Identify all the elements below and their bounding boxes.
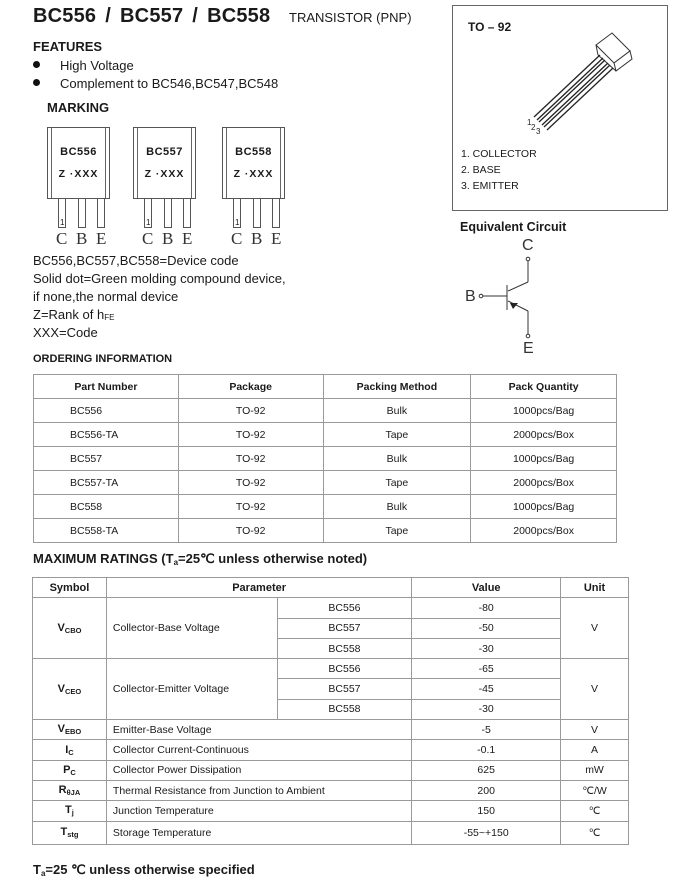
pin-label-c: C [56,229,68,248]
note-subscript: FE [104,313,115,322]
symbol-subscript: stg [67,830,79,840]
pin-number: 1 [235,218,240,227]
unit-cell: V [561,720,629,740]
bullet-icon [33,61,40,68]
heading-text: T [33,862,41,877]
symbol-cell [33,659,107,720]
marking-device-code: BC558 [235,146,272,158]
heading-subscript: a [173,558,179,567]
unit-cell: ℃ [561,801,629,821]
emitter-label: E [523,340,534,357]
note-text: Z=Rank of h [33,307,105,322]
symbol-subscript: CEO [64,686,82,696]
pin-description: 1. COLLECTOR [461,148,537,160]
page-title [33,5,270,28]
column-header: Part Number [34,375,179,399]
symbol-subscript: C [68,747,74,757]
table-row [34,399,617,423]
packing-method-cell: Tape [323,519,471,543]
value-cell: 625 [412,760,561,780]
pin-number: 2 [531,123,536,132]
symbol: T [60,826,68,839]
heading-text: =25 ℃ unless otherwise specified [45,862,255,877]
package-cell: TO-92 [178,471,323,495]
column-header: Pack Quantity [471,375,617,399]
package-marking [222,127,285,199]
marking-note: if none,the normal device [33,289,179,304]
separator: / [192,5,199,27]
pack-quantity-cell: 1000pcs/Bag [471,399,617,423]
table-row [33,740,629,760]
feature-text: High Voltage [60,58,134,73]
pin-number: 1 [527,118,532,127]
table-header-row [34,375,617,399]
symbol-cell [33,780,107,800]
package-title: TO – 92 [468,20,512,34]
symbol: I [65,743,69,756]
device-cell: BC558 [277,638,412,658]
symbol: V [57,682,65,695]
device-cell: BC556 [277,659,412,679]
packing-method-cell: Tape [323,423,471,447]
device-cell: BC558 [277,699,412,719]
parameter-cell: Collector Power Dissipation [106,760,411,780]
pin-label-b: B [76,229,88,248]
pin-leg [164,199,172,228]
part-number-cell: BC556 [34,399,179,423]
marking-note: BC556,BC557,BC558=Device code [33,253,239,268]
parameter-cell: Collector Current-Continuous [106,740,411,760]
symbol: P [63,763,71,776]
value-cell: -5 [412,720,561,740]
table-row [34,471,617,495]
pin-number: 1 [60,218,65,227]
value-cell: -30 [412,699,561,719]
marking-note: Solid dot=Green molding compound device, [33,271,286,286]
pin-leg [233,199,241,228]
symbol-cell [33,760,107,780]
symbol: V [57,723,65,736]
package-cell: TO-92 [178,447,323,471]
collector-label: C [522,237,534,254]
symbol-subscript: EBO [64,727,82,737]
unit-cell: V [561,659,629,720]
heading-text: MAXIMUM RATINGS (T [33,551,174,566]
pack-quantity-cell: 1000pcs/Bag [471,447,617,471]
device-cell: BC557 [277,618,412,638]
marking-note: XXX=Code [33,325,98,340]
symbol: R [58,784,67,797]
pin-leg [78,199,86,228]
pin-label-c: C [142,229,154,248]
value-cell: -0.1 [412,740,561,760]
part-number-cell: BC558-TA [34,519,179,543]
table-row [33,760,629,780]
parameter-cell: Storage Temperature [106,821,411,844]
package-cell: TO-92 [178,423,323,447]
value-cell: -45 [412,679,561,699]
table-row [33,659,629,679]
device-cell: BC557 [277,679,412,699]
package-marking [133,127,196,199]
symbol-subscript: θJA [66,788,81,798]
packing-method-cell: Bulk [323,399,471,423]
table-row [33,598,629,618]
pack-quantity-cell: 2000pcs/Box [471,519,617,543]
table-row [34,447,617,471]
unit-cell: V [561,598,629,659]
unit-cell: ℃/W [561,780,629,800]
packing-method-cell: Bulk [323,447,471,471]
parameter-cell: Thermal Resistance from Junction to Ambient [106,780,411,800]
marking-rank-code: Z ·XXX [58,168,99,180]
table-row [33,720,629,740]
electrical-characteristics-heading [33,862,255,878]
symbol: T [65,804,72,817]
pin-leg [58,199,66,228]
part-name: BC558 [207,5,271,27]
part-number-cell: BC557 [34,447,179,471]
pin-leg [97,199,105,228]
marking-note [33,307,114,322]
pin-label-c: C [231,229,243,248]
column-header: Package [178,375,323,399]
value-cell: 200 [412,780,561,800]
parameter-cell: Emitter-Base Voltage [106,720,411,740]
pack-quantity-cell: 2000pcs/Box [471,423,617,447]
marking-rank-code: Z ·XXX [233,168,274,180]
unit-cell: A [561,740,629,760]
table-row [34,495,617,519]
table-row [34,423,617,447]
pin-label-e: E [182,229,193,248]
package-cell: TO-92 [178,495,323,519]
bullet-icon [33,79,40,86]
part-number-cell: BC556-TA [34,423,179,447]
pin-leg [183,199,191,228]
column-header: Parameter [106,578,411,598]
packing-method-cell: Bulk [323,495,471,519]
value-cell: -30 [412,638,561,658]
pnp-transistor-symbol-icon [470,250,550,345]
column-header: Symbol [33,578,107,598]
marking-heading: MARKING [47,100,110,115]
to92-package-icon [520,25,640,140]
parameter-cell: Collector-Emitter Voltage [106,659,277,720]
part-number-cell: BC558 [34,495,179,519]
table-row [33,801,629,821]
table-row [34,519,617,543]
symbol-cell [33,598,107,659]
max-ratings-table [32,577,629,845]
value-cell: -50 [412,618,561,638]
parameter-cell: Collector-Base Voltage [106,598,277,659]
marking-rank-code: Z ·XXX [144,168,185,180]
value-cell: 150 [412,801,561,821]
pin-description: 2. BASE [461,164,501,176]
ordering-heading: ORDERING INFORMATION [33,353,173,365]
parameter-cell: Junction Temperature [106,801,411,821]
symbol-subscript: j [71,808,74,818]
heading-subscript: a [40,869,46,878]
unit-cell: ℃ [561,821,629,844]
device-cell: BC556 [277,598,412,618]
packing-method-cell: Tape [323,471,471,495]
pin-number: 1 [146,218,151,227]
package-marking [47,127,110,199]
value-cell: -80 [412,598,561,618]
pin-label-e: E [271,229,282,248]
pin-leg [253,199,261,228]
part-name: BC556 [33,5,97,27]
ordering-table [33,374,617,543]
table-row [33,821,629,844]
page-subtitle: TRANSISTOR (PNP) [289,10,412,25]
column-header: Value [412,578,561,598]
value-cell: -65 [412,659,561,679]
pin-leg [144,199,152,228]
unit-cell: mW [561,760,629,780]
pin-description: 3. EMITTER [461,180,519,192]
heading-text: =25℃ unless otherwise noted) [178,551,368,566]
value-cell: -55~+150 [412,821,561,844]
feature-text: Complement to BC546,BC547,BC548 [60,76,279,91]
marking-device-code: BC556 [60,146,97,158]
column-header: Packing Method [323,375,471,399]
pack-quantity-cell: 1000pcs/Bag [471,495,617,519]
separator: / [105,5,112,27]
part-number-cell: BC557-TA [34,471,179,495]
pin-leg [272,199,280,228]
package-cell: TO-92 [178,399,323,423]
pin-label-e: E [96,229,107,248]
symbol-cell [33,801,107,821]
marking-device-code: BC557 [146,146,183,158]
pin-label-b: B [251,229,263,248]
symbol-cell [33,821,107,844]
pack-quantity-cell: 2000pcs/Box [471,471,617,495]
table-header-row [33,578,629,598]
symbol-subscript: CBO [64,625,82,635]
base-label: B [465,288,476,305]
feature-item [33,58,134,73]
max-ratings-heading [33,551,367,567]
part-name: BC557 [120,5,184,27]
symbol-cell [33,740,107,760]
column-header: Unit [561,578,629,598]
feature-item [33,76,278,91]
pin-label-b: B [162,229,174,248]
table-row [33,780,629,800]
symbol-cell [33,720,107,740]
package-cell: TO-92 [178,519,323,543]
symbol: V [57,621,65,634]
equivalent-circuit-heading: Equivalent Circuit [460,220,567,234]
pin-number: 3 [536,127,541,136]
features-heading: FEATURES [33,39,103,54]
symbol-subscript: C [70,767,76,777]
